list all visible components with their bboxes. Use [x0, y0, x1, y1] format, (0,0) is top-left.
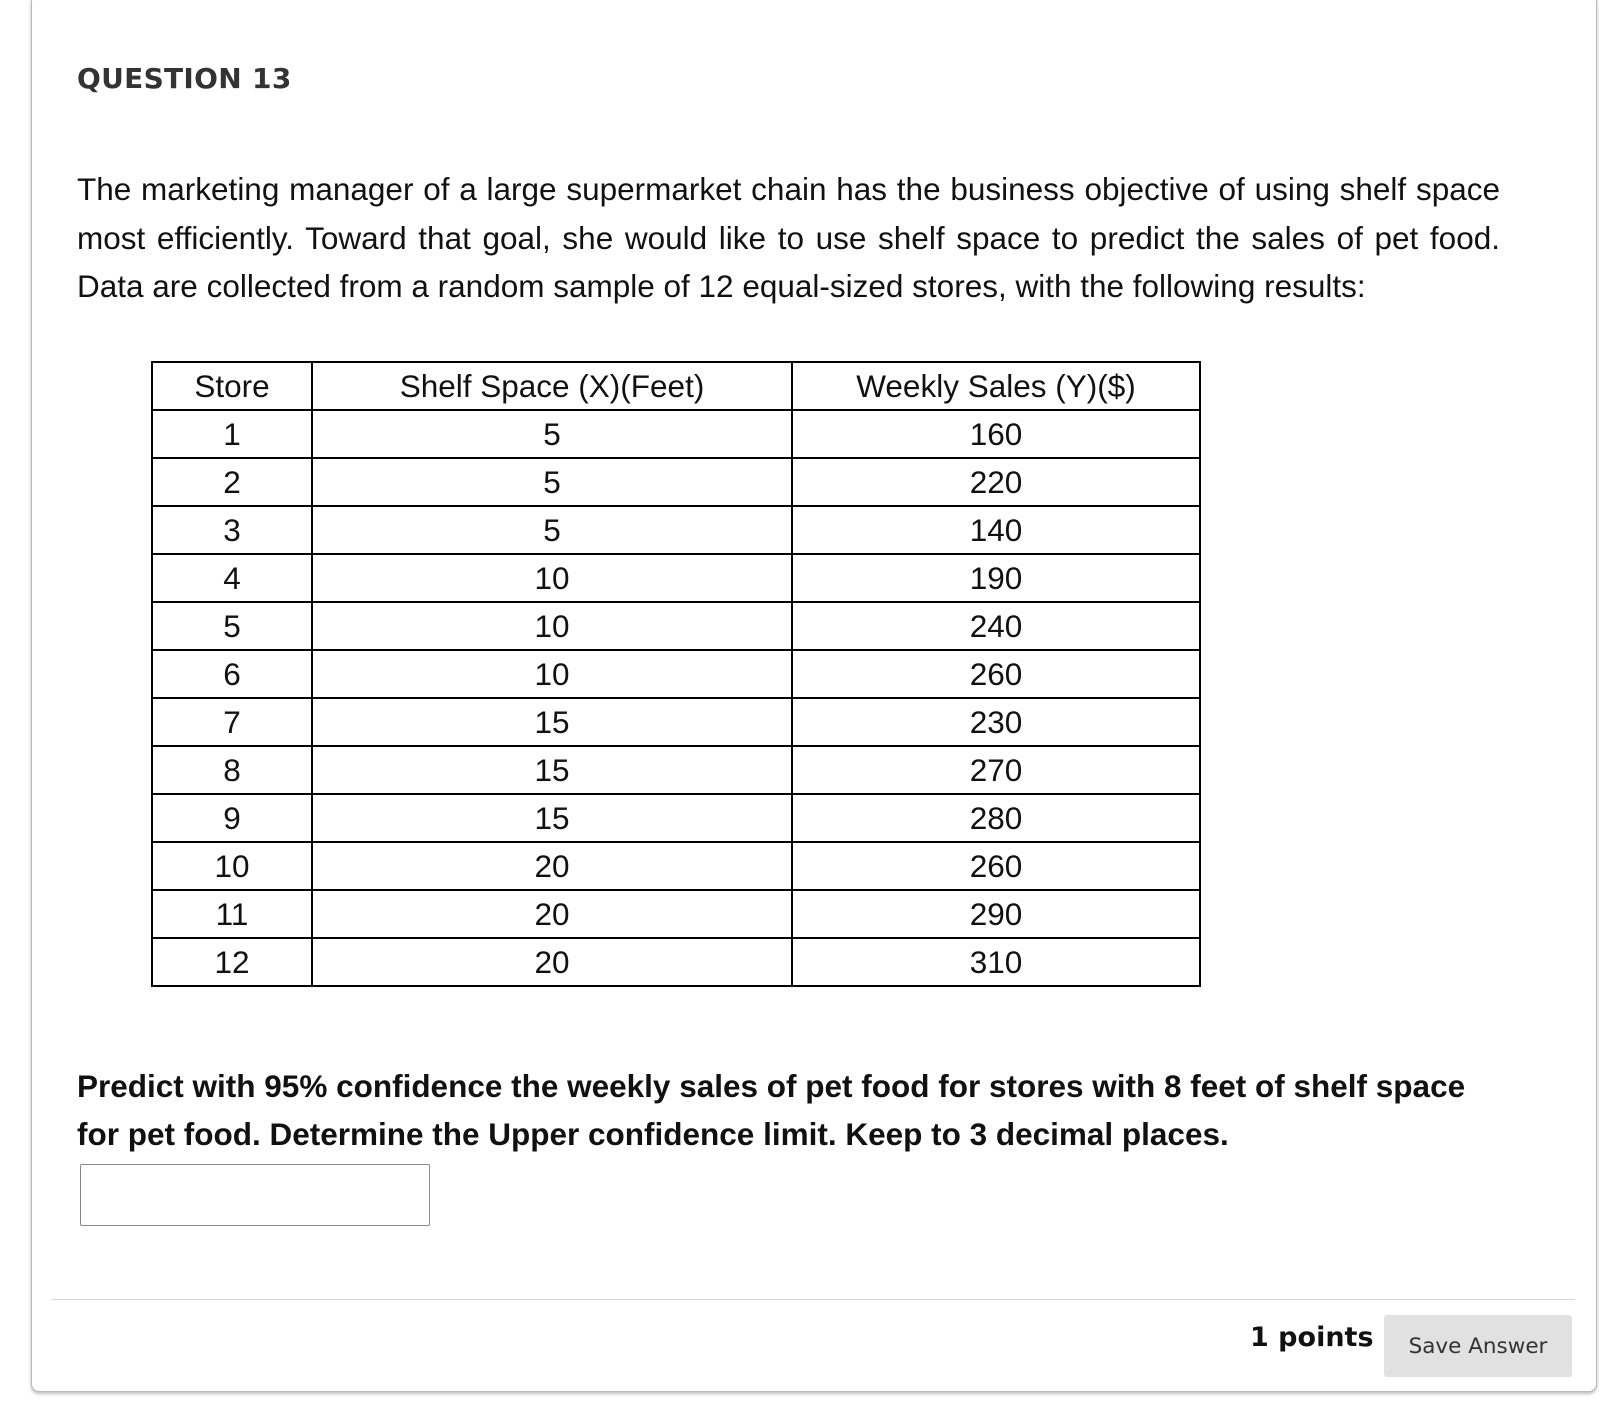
points-label: 1 points: [1250, 1322, 1374, 1353]
cell-weekly-sales: 270: [792, 746, 1200, 794]
cell-shelf-space: 15: [312, 746, 792, 794]
cell-shelf-space: 20: [312, 890, 792, 938]
cell-store: 3: [152, 506, 312, 554]
cell-store: 1: [152, 410, 312, 458]
table-row: [152, 890, 1200, 938]
cell-shelf-space: 15: [312, 794, 792, 842]
cell-shelf-space: 10: [312, 554, 792, 602]
cell-weekly-sales: 260: [792, 842, 1200, 890]
header-weekly-sales: Weekly Sales (Y)($): [792, 362, 1200, 410]
table-row: [152, 938, 1200, 986]
question-title: QUESTION 13: [77, 62, 292, 95]
table-header-row: [152, 362, 1200, 410]
cell-store: 4: [152, 554, 312, 602]
table-row: [152, 602, 1200, 650]
table-row: [152, 842, 1200, 890]
cell-weekly-sales: 310: [792, 938, 1200, 986]
cell-weekly-sales: 220: [792, 458, 1200, 506]
cell-weekly-sales: 260: [792, 650, 1200, 698]
cell-shelf-space: 5: [312, 458, 792, 506]
cell-store: 10: [152, 842, 312, 890]
cell-store: 7: [152, 698, 312, 746]
cell-weekly-sales: 140: [792, 506, 1200, 554]
header-store: Store: [152, 362, 312, 410]
cell-weekly-sales: 240: [792, 602, 1200, 650]
cell-shelf-space: 10: [312, 602, 792, 650]
footer-divider: [52, 1299, 1575, 1300]
cell-weekly-sales: 230: [792, 698, 1200, 746]
cell-store: 8: [152, 746, 312, 794]
cell-weekly-sales: 190: [792, 554, 1200, 602]
cell-store: 9: [152, 794, 312, 842]
table-row: [152, 554, 1200, 602]
cell-shelf-space: 15: [312, 698, 792, 746]
cell-shelf-space: 20: [312, 938, 792, 986]
data-table: [151, 361, 1201, 987]
save-answer-button[interactable]: Save Answer: [1384, 1315, 1572, 1377]
header-shelf-space: Shelf Space (X)(Feet): [312, 362, 792, 410]
question-instruction: Predict with 95% confidence the weekly sales of pet food for stores with 8 feet of shelf space for pet food. Determine the Upper confidence limit. Keep to 3 decimal places.: [77, 1068, 1466, 1152]
table-row: [152, 650, 1200, 698]
table-row: [152, 698, 1200, 746]
answer-input[interactable]: [80, 1164, 430, 1226]
cell-shelf-space: 10: [312, 650, 792, 698]
cell-store: 2: [152, 458, 312, 506]
cell-store: 5: [152, 602, 312, 650]
cell-weekly-sales: 290: [792, 890, 1200, 938]
table-row: [152, 458, 1200, 506]
table-row: [152, 506, 1200, 554]
question-prompt: The marketing manager of a large supermarket chain has the business objective of using shelf space most efficiently. Toward that goal, she would like to use shelf space to predict the sales of pet food. Data are collected from a random sample of 12 equal-sized stores, with the following results:: [77, 171, 1500, 304]
cell-shelf-space: 5: [312, 506, 792, 554]
table-row: [152, 746, 1200, 794]
cell-store: 6: [152, 650, 312, 698]
table-row: [152, 794, 1200, 842]
cell-store: 11: [152, 890, 312, 938]
cell-weekly-sales: 160: [792, 410, 1200, 458]
cell-weekly-sales: 280: [792, 794, 1200, 842]
cell-shelf-space: 5: [312, 410, 792, 458]
table-row: [152, 410, 1200, 458]
cell-shelf-space: 20: [312, 842, 792, 890]
cell-store: 12: [152, 938, 312, 986]
